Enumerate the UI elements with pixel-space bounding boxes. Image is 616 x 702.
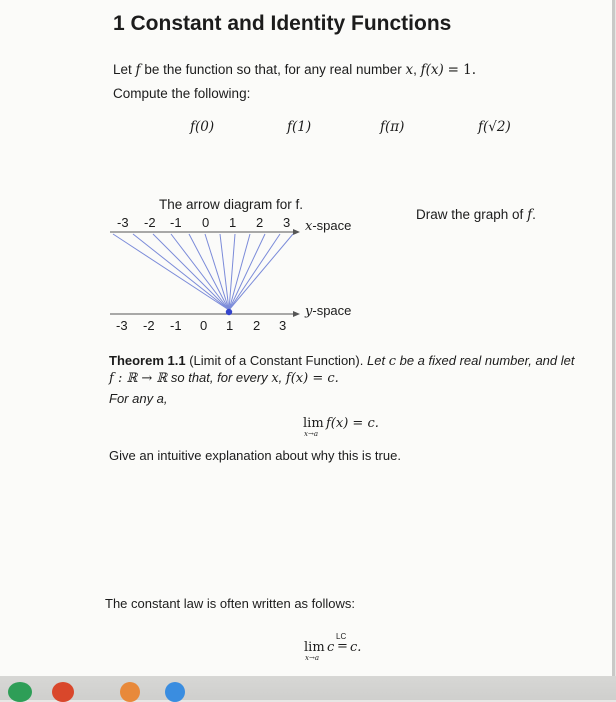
theorem-text-b: be a fixed real number, and let	[399, 353, 575, 368]
intro-text-a: Let	[113, 62, 132, 77]
theorem-text-a: Let	[366, 353, 386, 368]
y-space-label	[305, 303, 351, 319]
law-subscript: x→a	[305, 654, 319, 662]
compute-prompt: Compute the following:	[113, 86, 251, 101]
x-space-suffix: -space	[312, 218, 352, 233]
page-title: 1 Constant and Identity Functions	[113, 12, 452, 35]
for-any-a: For any a,	[109, 391, 168, 406]
definition-lhs: f(x)	[420, 62, 444, 78]
x-tick: -2	[144, 215, 156, 230]
target-point	[226, 309, 232, 315]
graph-prompt	[416, 207, 536, 223]
y-space-suffix: -space	[312, 303, 352, 318]
constant-law-text: The constant law is often written as follows:	[105, 596, 356, 611]
law-rhs: c.	[350, 640, 362, 655]
x-space-label	[305, 218, 351, 234]
y-tick: -3	[116, 318, 128, 333]
limit-lim: lim	[303, 416, 324, 431]
theorem-c: c	[388, 354, 396, 369]
y-space-ticks	[116, 318, 316, 336]
y-tick: 1	[226, 318, 234, 333]
y-space-arrowhead	[293, 311, 300, 317]
law-lim: lim	[304, 640, 325, 655]
y-tick: -2	[143, 318, 155, 333]
y-tick: 2	[253, 318, 261, 333]
compute-fpi: f(π)	[380, 119, 405, 135]
theorem-block	[109, 353, 609, 387]
x-space-arrowhead	[293, 229, 300, 235]
theorem-name: (Limit of a Constant Function).	[189, 353, 364, 368]
graph-prompt-f: f	[527, 207, 533, 223]
app-icon-red[interactable]	[52, 682, 74, 702]
app-icon-green[interactable]	[8, 682, 32, 702]
mapping-arrow	[171, 234, 229, 310]
theorem-text-c: so that, for every	[170, 370, 268, 385]
x-tick: 2	[256, 215, 264, 230]
taskbar	[0, 676, 616, 700]
compute-fsqrt2: f(√2)	[478, 119, 511, 135]
app-icon-orange[interactable]	[120, 682, 140, 702]
mapping-arrow	[113, 234, 229, 310]
mapping-arrow	[220, 234, 229, 310]
x-space-var: x	[305, 219, 313, 234]
y-tick: 3	[279, 318, 287, 333]
mapping-arrow	[229, 234, 280, 310]
limit-subscript: x→a	[304, 430, 318, 438]
definition-rhs: = 1.	[447, 62, 477, 78]
law-over-label: LC	[336, 632, 347, 641]
intro-sentence	[113, 62, 476, 78]
y-space-var: y	[305, 304, 313, 319]
theorem-eq: f(x) = c.	[285, 371, 339, 386]
x-tick: -3	[117, 215, 129, 230]
theorem-label: Theorem 1.1	[109, 353, 186, 368]
x-tick: 1	[229, 215, 237, 230]
x-tick: -1	[170, 215, 182, 230]
theorem-comma: ,	[278, 370, 283, 385]
mapping-arrows	[113, 234, 293, 310]
mapping-arrow	[153, 234, 229, 310]
arrow-diagram	[105, 228, 313, 320]
mapping-arrow	[229, 234, 293, 310]
theorem-x: x	[271, 371, 279, 386]
compute-f0: f(0)	[190, 119, 215, 135]
app-icon-blue[interactable]	[165, 682, 185, 702]
y-tick: 0	[200, 318, 208, 333]
law-c: c	[327, 640, 335, 655]
law-eq: =	[337, 639, 348, 654]
graph-prompt-end: .	[532, 207, 536, 222]
var-f: f	[135, 62, 141, 78]
graph-prompt-text: Draw the graph of	[416, 207, 524, 222]
y-tick: -1	[170, 318, 182, 333]
intro-text-b: be the function so that, for any real number	[144, 62, 402, 77]
limit-body: f(x) = c.	[326, 416, 379, 431]
intro-comma: ,	[413, 62, 417, 77]
mapping-arrow	[133, 234, 229, 310]
var-x: x	[405, 62, 414, 78]
x-tick: 0	[202, 215, 210, 230]
x-tick: 3	[283, 215, 291, 230]
arrow-diagram-title: The arrow diagram for f.	[159, 197, 304, 212]
theorem-map: f : ℝ → ℝ	[109, 371, 168, 386]
explain-prompt: Give an intuitive explanation about why this is true.	[109, 448, 401, 463]
compute-f1: f(1)	[287, 119, 312, 135]
